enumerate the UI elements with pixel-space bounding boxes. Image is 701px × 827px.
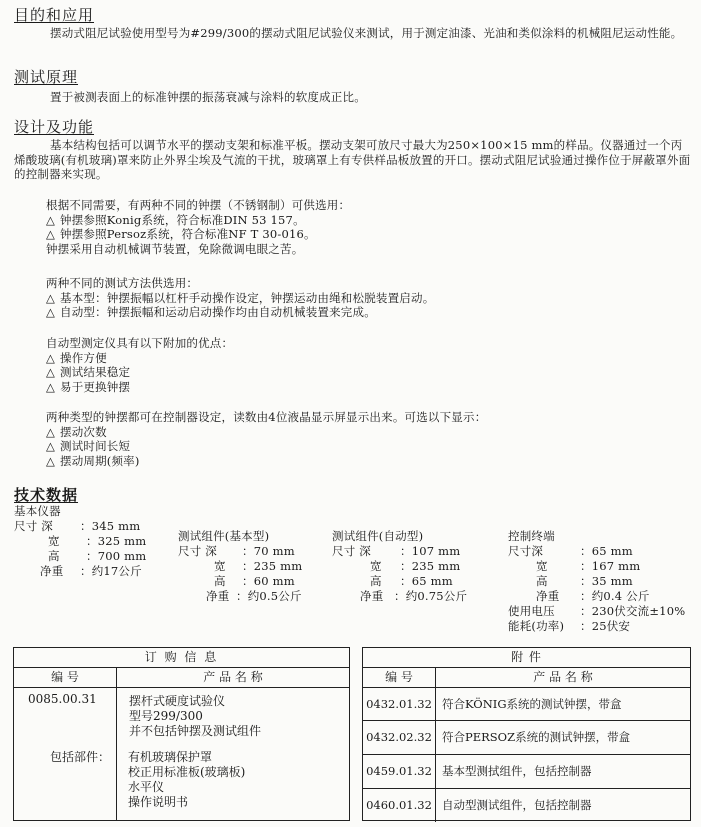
triangle-icon: △ xyxy=(46,350,56,365)
controller-specs xyxy=(508,529,698,634)
basic-title: 测试组件(基本型) xyxy=(178,529,270,543)
section-title-design: 设计及功能 xyxy=(14,118,95,136)
accessories-table xyxy=(362,647,691,821)
section-title-purpose: 目的和应用 xyxy=(14,6,95,24)
spec-label: 宽 xyxy=(536,558,548,573)
spec-label: 尺寸 深 xyxy=(332,543,371,558)
triangle-icon: △ xyxy=(46,439,56,453)
spec-label: 净重 xyxy=(206,588,230,603)
spec-value: ：70 mm xyxy=(242,543,295,558)
display-group xyxy=(46,410,486,468)
accessory-name: 符合PERSOZ系统的测试钟摆，带盒 xyxy=(442,730,631,744)
accessory-code: 0460.01.32 xyxy=(363,789,436,822)
list-item xyxy=(46,227,350,242)
triangle-icon: △ xyxy=(46,227,56,241)
base-title: 基本仪器 xyxy=(14,504,61,518)
spec-label: 净重 xyxy=(40,564,64,578)
accessory-name: 自动型测试组件，包括控制器 xyxy=(442,798,592,812)
spec-label: 高 xyxy=(48,549,60,563)
order-includes-item: 校正用标准板(玻璃板) xyxy=(128,765,246,779)
triangle-icon: △ xyxy=(46,305,56,319)
pendulum-tail: 钟摆采用自动机械调节装置，免除微调电眼之苦。 xyxy=(46,241,304,256)
order-product-line: 并不包括钟摆及测试组件 xyxy=(129,724,262,738)
order-col-code: 编 号 xyxy=(14,668,117,687)
pendulum-intro: 根据不同需要，有两种不同的钟摆（不锈钢制）可供选用： xyxy=(46,198,351,212)
spec-label: 高 xyxy=(370,573,382,588)
spec-label: 尺寸 深 xyxy=(178,543,217,558)
design-text: 基本结构包括可以调节水平的摆动支架和标准平板。摆动支架可放尺寸最大为250×100×15 mm的样品。仪器通过一个丙烯酸玻璃(有机玻璃)罩来防止外界尘埃及气流的干扰，玻璃罩上有专供样品板放置的开口。摆动式阻尼试验通过操作位于屏蔽罩外面的控制器来实现。 xyxy=(14,138,691,181)
order-includes-list xyxy=(128,750,245,810)
purpose-text: 摆动式阻尼试验使用型号为#299/300的摆动式阻尼试验仪来测试，用于测定油漆、光油和类似涂料的机械阻尼运动性能。 xyxy=(50,26,683,40)
spec-label: 高 xyxy=(214,573,226,588)
spec-value: ：235 mm xyxy=(400,558,461,573)
spec-label: 宽 xyxy=(370,558,382,573)
list-item-text: 摆动周期(频率) xyxy=(60,453,140,468)
spec-value: ：700 mm xyxy=(86,549,147,563)
spec-value: ：65 mm xyxy=(580,543,633,558)
method-intro: 两种不同的测试方法供选用： xyxy=(46,276,199,290)
spec-value: ：约0.75公斤 xyxy=(394,588,468,603)
spec-value: ：345 mm xyxy=(80,519,141,533)
spec-label: 宽 xyxy=(48,534,60,548)
spec-value: ：60 mm xyxy=(242,573,295,588)
spec-value: ：325 mm xyxy=(86,534,147,548)
list-item-text: 钟摆参照Konig系统，符合标准DIN 53 157。 xyxy=(60,212,305,227)
accessory-name: 符合KÖNIG系统的测试钟摆，带盒 xyxy=(442,697,622,711)
table-row xyxy=(363,755,690,789)
spec-value: ：107 mm xyxy=(400,543,461,558)
order-product-line: 型号299/300 xyxy=(129,709,203,723)
pendulum-group xyxy=(46,198,350,256)
list-item xyxy=(46,213,350,228)
list-item-text: 测试结果稳定 xyxy=(60,365,131,379)
table-row xyxy=(363,688,690,721)
section-title-tech: 技术数据 xyxy=(14,486,79,504)
advantages-group xyxy=(46,336,233,394)
order-product-line: 摆杆式硬度试验仪 xyxy=(129,694,226,708)
spec-value: ：约0.5公斤 xyxy=(236,588,302,603)
spec-label: 净重 xyxy=(360,588,384,603)
order-includes-item: 有机玻璃保护罩 xyxy=(128,750,213,764)
auto-title: 测试组件(自动型) xyxy=(332,529,424,543)
accessory-name: 基本型测拭组件，包括控制器 xyxy=(442,764,592,778)
order-product xyxy=(129,694,261,739)
list-item xyxy=(46,351,233,366)
order-info-table xyxy=(13,647,350,821)
basic-specs xyxy=(178,529,328,604)
spec-value: ：约0.4 公斤 xyxy=(580,588,650,603)
accessory-code: 0432.01.32 xyxy=(363,688,436,720)
principle-text: 置于被测表面上的标准钟摆的振荡衰减与涂料的软度成正比。 xyxy=(50,90,366,104)
order-header-row xyxy=(14,668,349,688)
spec-value: ：约17公斤 xyxy=(80,564,142,578)
spec-label: 净重 xyxy=(536,588,560,603)
table-row xyxy=(363,789,690,822)
display-intro: 两种类型的钟摆都可在控制器设定，读数由4位液晶显示屏显示出来。可选以下显示： xyxy=(46,410,487,424)
list-item xyxy=(46,305,434,320)
spec-value: ：167 mm xyxy=(580,558,641,573)
accessory-code: 0459.01.32 xyxy=(363,755,436,788)
list-item-text: 测试时间长短 xyxy=(60,439,131,453)
spec-value: ：65 mm xyxy=(400,573,453,588)
triangle-icon: △ xyxy=(46,212,56,227)
triangle-icon: △ xyxy=(46,379,56,394)
spec-label: 能耗(功率) xyxy=(508,618,565,633)
spec-value: ：25伏安 xyxy=(580,618,631,633)
accessory-code: 0432.02.32 xyxy=(363,721,436,754)
base-specs xyxy=(14,519,174,579)
list-item xyxy=(46,439,486,454)
spec-label: 尺寸 深 xyxy=(14,519,53,533)
list-item-text: 自动型：钟摆振幅和运动启动操作均由自动机械装置来完成。 xyxy=(60,305,376,319)
triangle-icon: △ xyxy=(46,365,56,379)
list-item xyxy=(46,380,233,395)
triangle-icon: △ xyxy=(46,290,56,305)
auto-specs xyxy=(332,529,492,604)
order-includes-label: 包括部件： xyxy=(50,750,111,764)
list-item xyxy=(46,291,434,306)
triangle-icon: △ xyxy=(46,453,56,468)
list-item xyxy=(46,454,486,469)
spec-label: 宽 xyxy=(214,558,226,573)
advantages-intro: 自动型测定仪具有以下附加的优点： xyxy=(46,336,234,350)
method-group xyxy=(46,276,434,320)
accessories-title: 附 件 xyxy=(363,648,690,668)
order-col-product: 产 品 名 称 xyxy=(203,670,263,684)
spec-label: 使用电压 xyxy=(508,603,555,618)
order-includes-item: 水平仪 xyxy=(128,780,165,794)
spec-value: ：35 mm xyxy=(580,573,633,588)
accessories-header-row xyxy=(363,668,690,688)
spec-value: ：230伏交流±10% xyxy=(580,603,686,618)
spec-label: 尺寸深 xyxy=(508,543,544,558)
order-includes-item: 操作说明书 xyxy=(128,795,189,809)
list-item-text: 摆动次数 xyxy=(60,424,107,439)
section-title-principle: 测试原理 xyxy=(14,68,79,86)
list-item-text: 钟摆参照Persoz系统，符合标准NF T 30-016。 xyxy=(60,227,316,241)
list-item-text: 易于更换钟摆 xyxy=(60,379,131,394)
list-item xyxy=(46,425,486,440)
controller-title: 控制终端 xyxy=(508,529,555,543)
list-item-text: 操作方便 xyxy=(60,350,107,365)
order-title: 订 购 信 息 xyxy=(14,648,349,668)
list-item xyxy=(46,365,233,380)
accessories-col-code: 编 号 xyxy=(363,668,436,687)
spec-value: ：235 mm xyxy=(242,558,303,573)
spec-label: 高 xyxy=(536,573,548,588)
list-item-text: 基本型：钟摆振幅以杠杆手动操作设定，钟摆运动由绳和松脱装置启动。 xyxy=(60,290,435,305)
table-row xyxy=(363,721,690,755)
accessories-col-product: 产 品 名 称 xyxy=(533,670,593,684)
order-code: 0085.00.31 xyxy=(28,692,97,706)
triangle-icon: △ xyxy=(46,424,56,439)
